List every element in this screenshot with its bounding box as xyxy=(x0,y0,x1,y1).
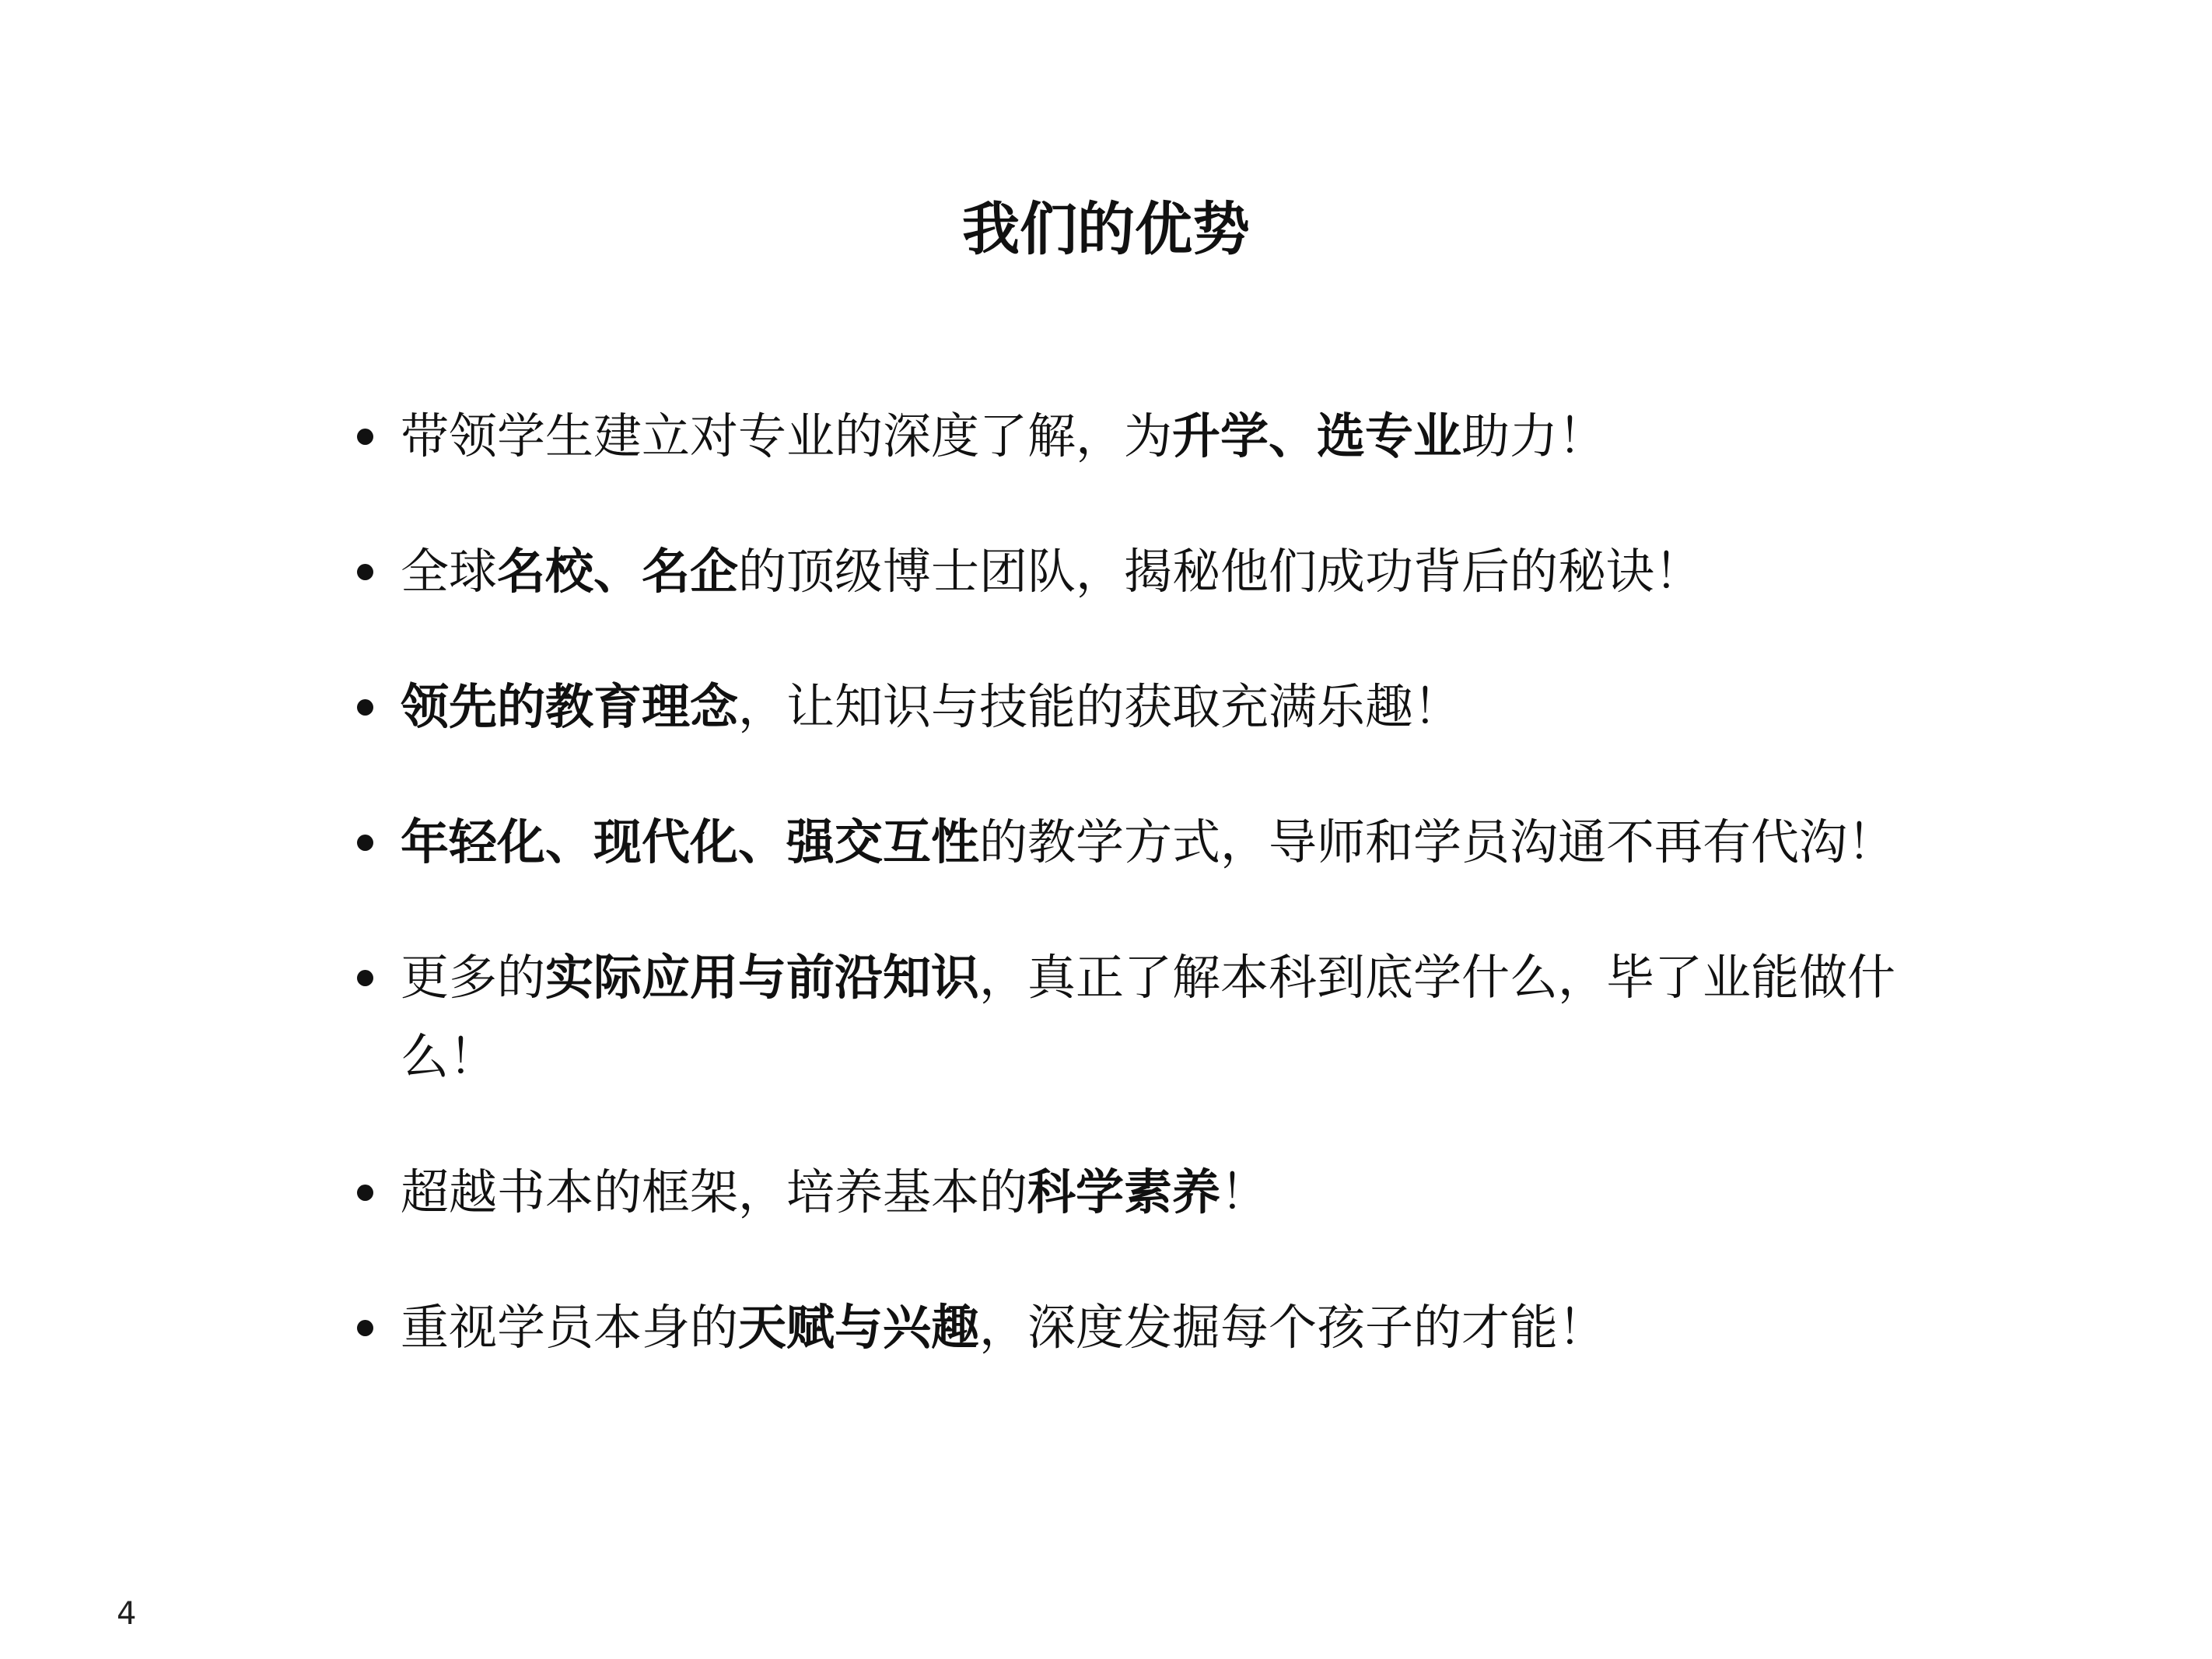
bullet-dot-icon xyxy=(357,970,373,986)
bullet-emphasis: 天赋与兴趣 xyxy=(738,1299,980,1356)
advantages-list xyxy=(346,397,1902,1423)
bullet-segment: 重视学员本身的 xyxy=(401,1299,739,1356)
bullet-segment: 带领学生建立对专业的深度了解，为 xyxy=(401,408,1173,464)
bullet-segment: 的顶级博士团队，揭秘他们成功背后的秘诀！ xyxy=(738,543,1703,600)
list-item xyxy=(346,803,1902,882)
bullet-dot-icon xyxy=(357,429,373,445)
list-item xyxy=(346,397,1902,476)
bullet-dot-icon xyxy=(357,1185,373,1201)
bullet-text xyxy=(401,949,1895,1085)
list-item xyxy=(346,1153,1902,1232)
bullet-emphasis: 领先的教育理念 xyxy=(401,678,739,735)
bullet-dot-icon xyxy=(357,564,373,580)
bullet-text xyxy=(401,814,1895,870)
bullet-segment: ，让知识与技能的获取充满乐趣！ xyxy=(738,678,1462,735)
bullet-segment: ，深度发掘每个孩子的才能！ xyxy=(979,1299,1607,1356)
page-title: 我们的优势 xyxy=(962,196,1250,263)
bullet-text xyxy=(401,1299,1606,1356)
bullet-emphasis: 科学素养 xyxy=(1027,1164,1221,1220)
bullet-emphasis: 实际应用与前沿知识 xyxy=(545,949,980,1006)
bullet-text xyxy=(401,408,1606,464)
bullet-dot-icon xyxy=(357,1320,373,1336)
bullet-segment: 超越书本的框架，培养基本的 xyxy=(401,1164,1028,1220)
bullet-emphasis: 名校、名企 xyxy=(497,543,739,600)
bullet-segment: ，真正了解本科到底学什么，毕了业能做什么！ xyxy=(401,949,1896,1085)
bullet-text xyxy=(401,543,1703,600)
bullet-emphasis: 升学、选专业 xyxy=(1172,408,1462,464)
bullet-dot-icon xyxy=(357,699,373,716)
bullet-text xyxy=(401,1164,1269,1220)
list-item xyxy=(346,938,1902,1097)
list-item xyxy=(346,532,1902,611)
page-number: 4 xyxy=(117,1596,137,1632)
bullet-segment: 的教学方式，导师和学员沟通不再有代沟！ xyxy=(979,814,1896,870)
list-item xyxy=(346,1288,1902,1367)
bullet-segment: ！ xyxy=(1220,1164,1269,1220)
bullet-segment: 助力！ xyxy=(1461,408,1607,464)
bullet-segment: 全球 xyxy=(401,543,498,600)
bullet-emphasis: 年轻化、现代化、强交互性 xyxy=(401,814,980,870)
bullet-text xyxy=(401,678,1461,735)
list-item xyxy=(346,667,1902,747)
bullet-dot-icon xyxy=(357,835,373,851)
bullet-segment: 更多的 xyxy=(401,949,546,1006)
